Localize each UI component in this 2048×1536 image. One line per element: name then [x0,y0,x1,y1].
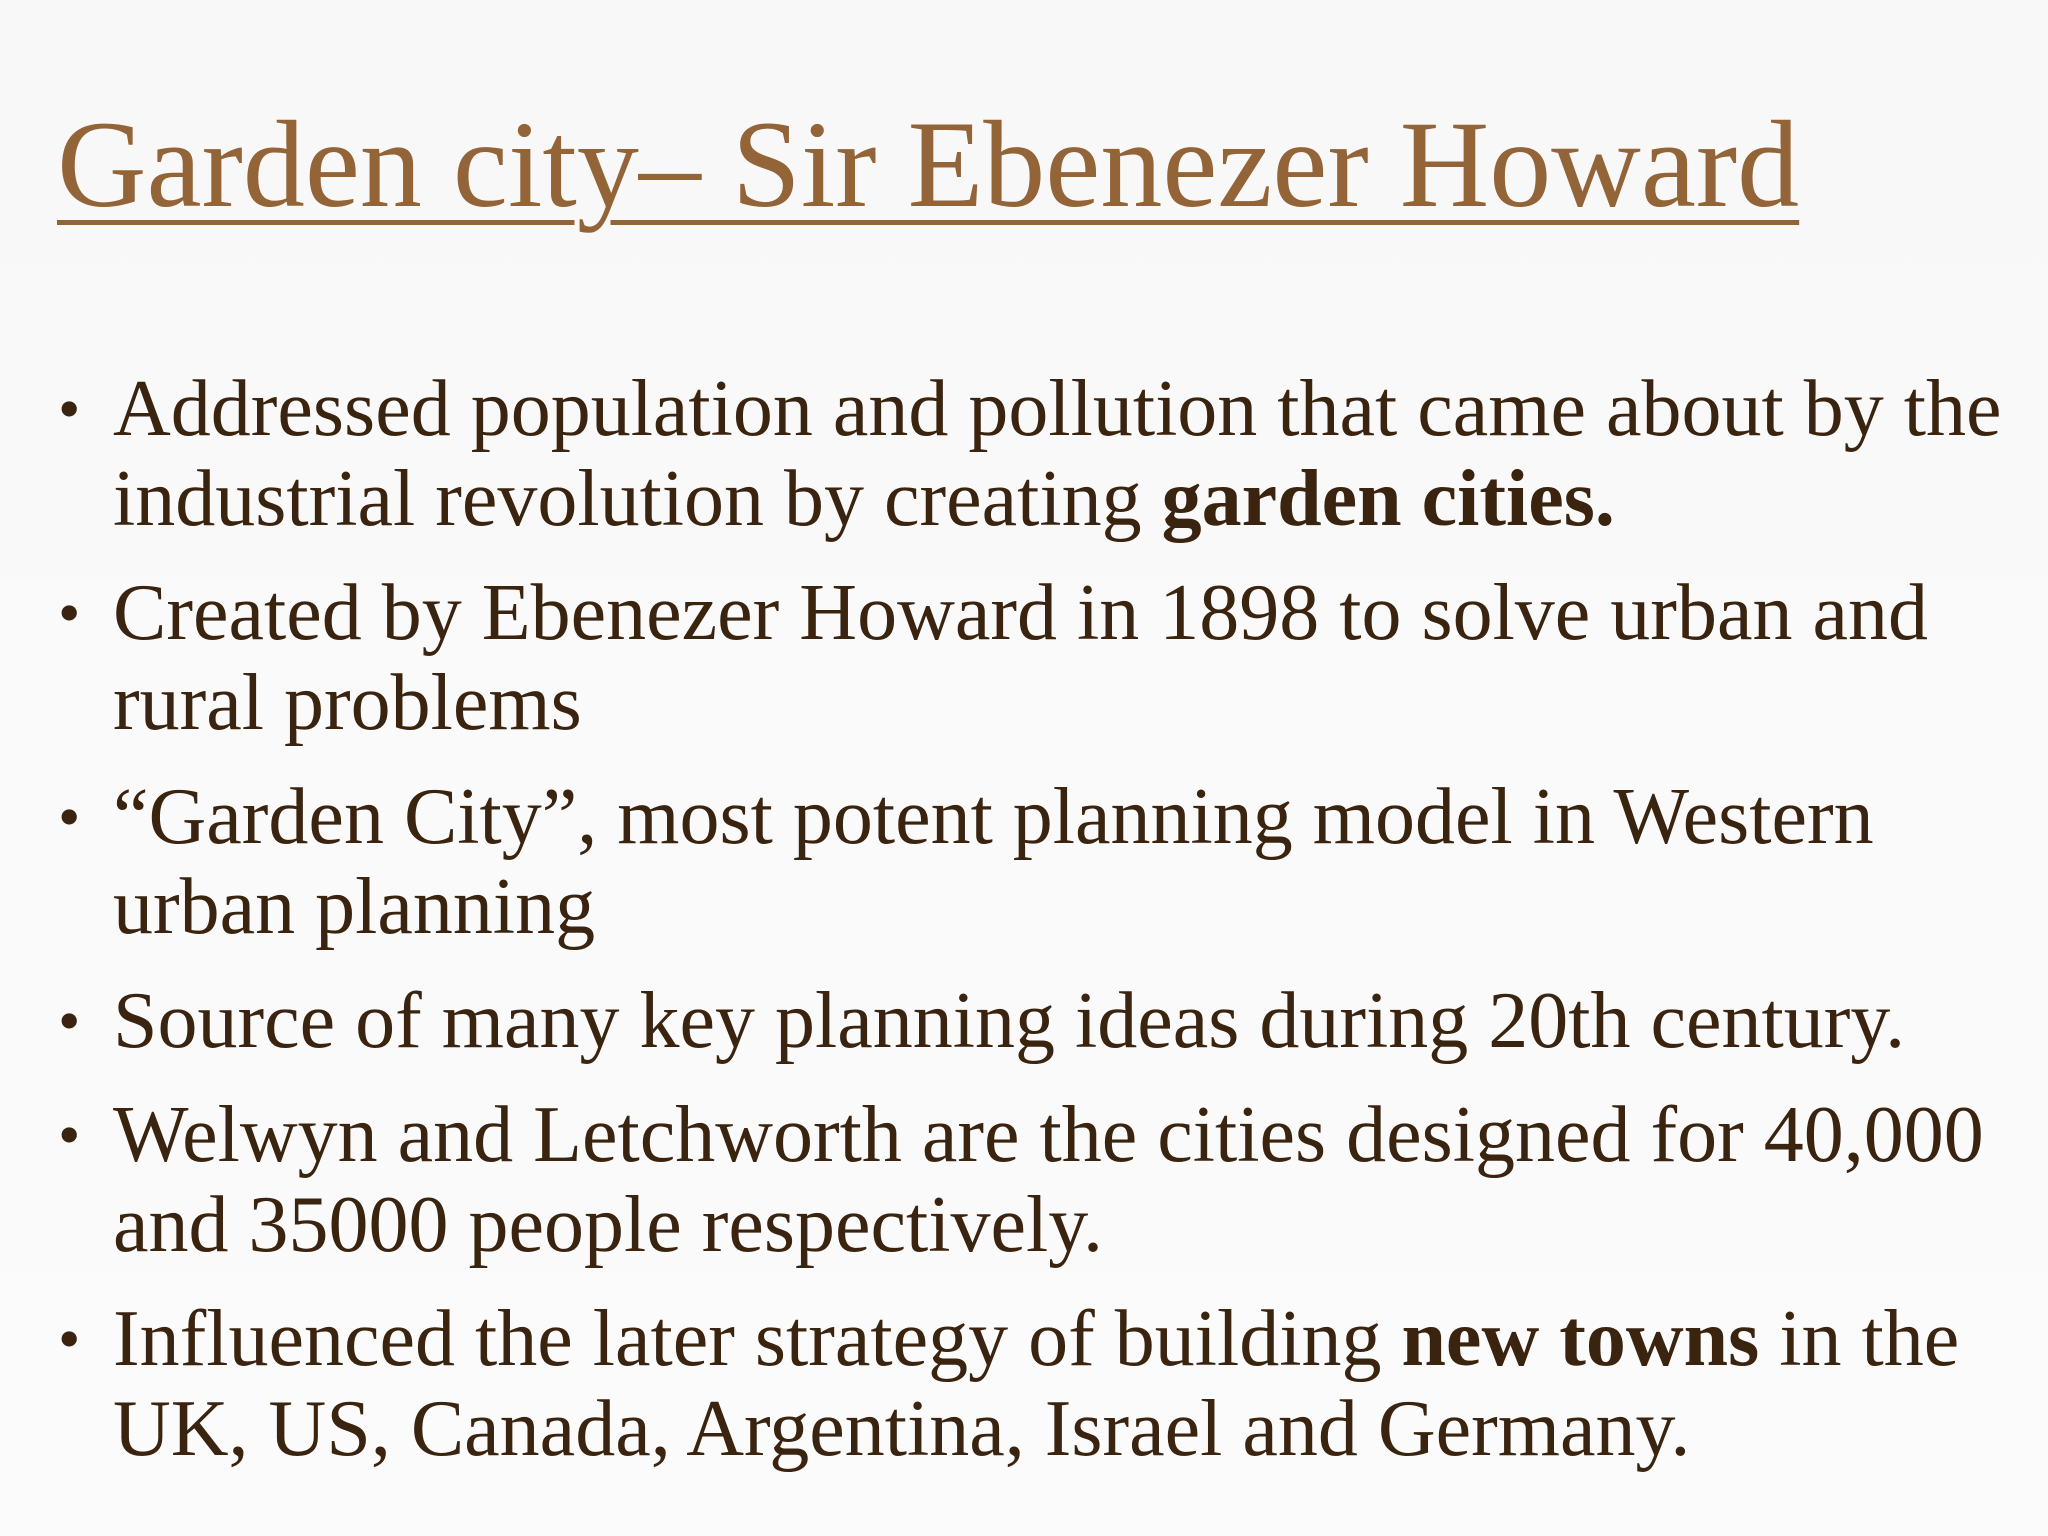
bullet-text: “Garden City”, most potent planning model in Western urban planning [113,773,1874,951]
bullet-bold-text: new towns [1401,1295,1760,1383]
bullet-item [58,976,2018,1066]
bullet-text: Welwyn and Letchworth are the cities designed for 40,000 and 35000 people respectively. [113,1091,1984,1269]
bullet-icon: • [58,373,81,444]
bullet-text: Influenced the later strategy of building [113,1295,1402,1383]
bullet-item [58,772,2018,952]
bullet-text: Addressed population and pollution that came about by the industrial revolution by creating [113,365,2002,543]
bullet-icon: • [58,1303,81,1374]
bullet-bold-text: garden cities. [1161,455,1615,543]
bullet-list [58,364,2018,1498]
bullet-icon: • [58,577,81,648]
bullet-text: Created by Ebenezer Howard in 1898 to solve urban and rural problems [113,569,1928,747]
bullet-icon: • [58,985,81,1056]
bullet-item [58,568,2018,748]
bullet-text-after: in the UK, US, Canada, Argentina, Israel and Germany. [113,1295,1960,1473]
bullet-text: Source of many key planning ideas during 20th century. [113,977,1906,1065]
slide-title: Garden city– Sir Ebenezer Howard [57,96,1800,233]
bullet-icon: • [58,1099,81,1170]
bullet-item [58,364,2018,544]
bullet-item [58,1294,2018,1474]
bullet-item [58,1090,2018,1270]
bullet-icon: • [58,781,81,852]
